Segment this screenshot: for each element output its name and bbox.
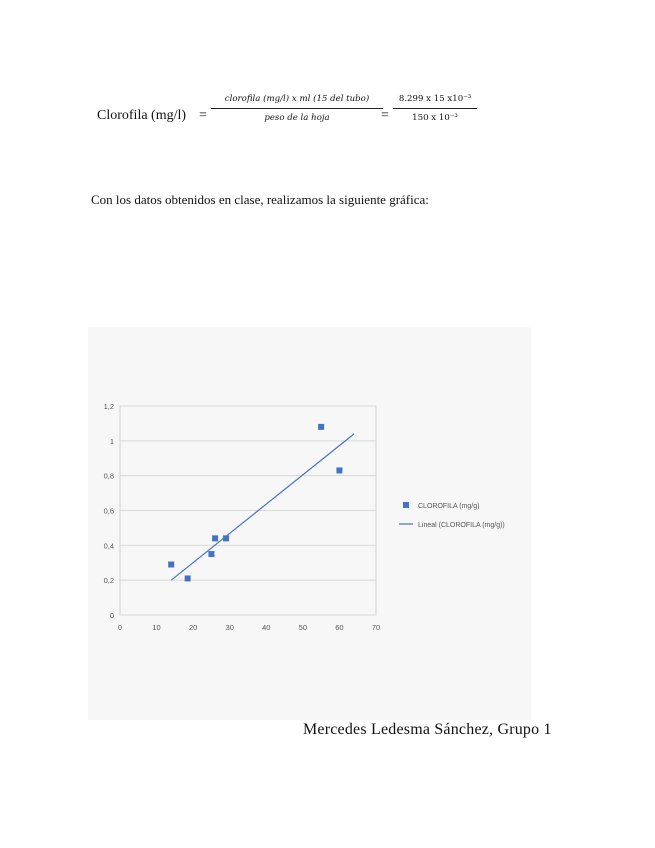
data-point [212,535,218,541]
legend-marker-series [403,502,409,508]
y-tick-label: 0,8 [103,471,114,481]
chlorophyll-chart [88,327,531,720]
y-tick-label: 0,6 [103,506,114,516]
y-tick-label: 0 [109,611,114,620]
x-tick-label: 70 [371,623,381,632]
formula-numerator: clorofila (mg/l) x ml (15 del tubo) [224,94,370,104]
formula-numeric-fraction [393,92,477,125]
y-tick-label: 0,4 [103,541,114,551]
data-point [168,561,174,567]
data-point [318,424,324,430]
formula-fraction [211,92,383,125]
fraction-bar [211,108,383,109]
x-tick-label: 30 [225,623,234,632]
intro-paragraph: Con los datos obtenidos en clase, realizamos la siguiente gráfica: [91,192,429,207]
chart-svg [88,327,531,720]
formula-label: Clorofila (mg/l) [97,108,187,123]
x-tick-label: 40 [262,623,271,632]
formula-equals-sign-2: = [381,108,389,123]
fraction-bar-2 [393,108,477,109]
formula-numeric-numerator: 8.299 x 15 x10⁻³ [398,94,472,104]
y-tick-label: 0,2 [103,576,114,586]
formula-equals-sign: = [199,108,207,123]
legend-label-trendline: Lineal (CLOROFILA (mg/g)) [418,522,505,529]
legend-label-series: CLOROFILA (mg/g) [418,503,480,510]
data-point [185,575,191,581]
x-tick-label: 60 [335,623,344,632]
author-signature: Mercedes Ledesma Sánchez, Grupo 1 [303,721,552,738]
chlorophyll-formula [97,92,497,136]
formula-numeric-denominator: 150 x 10⁻³ [412,113,458,123]
y-tick-label: 1,2 [103,402,114,411]
trendline [171,434,354,580]
formula-denominator: peso de la hoja [264,113,330,123]
data-point [208,551,214,557]
y-tick-label: 1 [109,436,114,446]
x-tick-label: 0 [117,623,123,632]
x-tick-label: 10 [152,623,161,632]
data-point [336,467,342,473]
x-tick-label: 50 [298,623,308,632]
x-tick-label: 20 [188,623,198,632]
data-point [223,535,229,541]
